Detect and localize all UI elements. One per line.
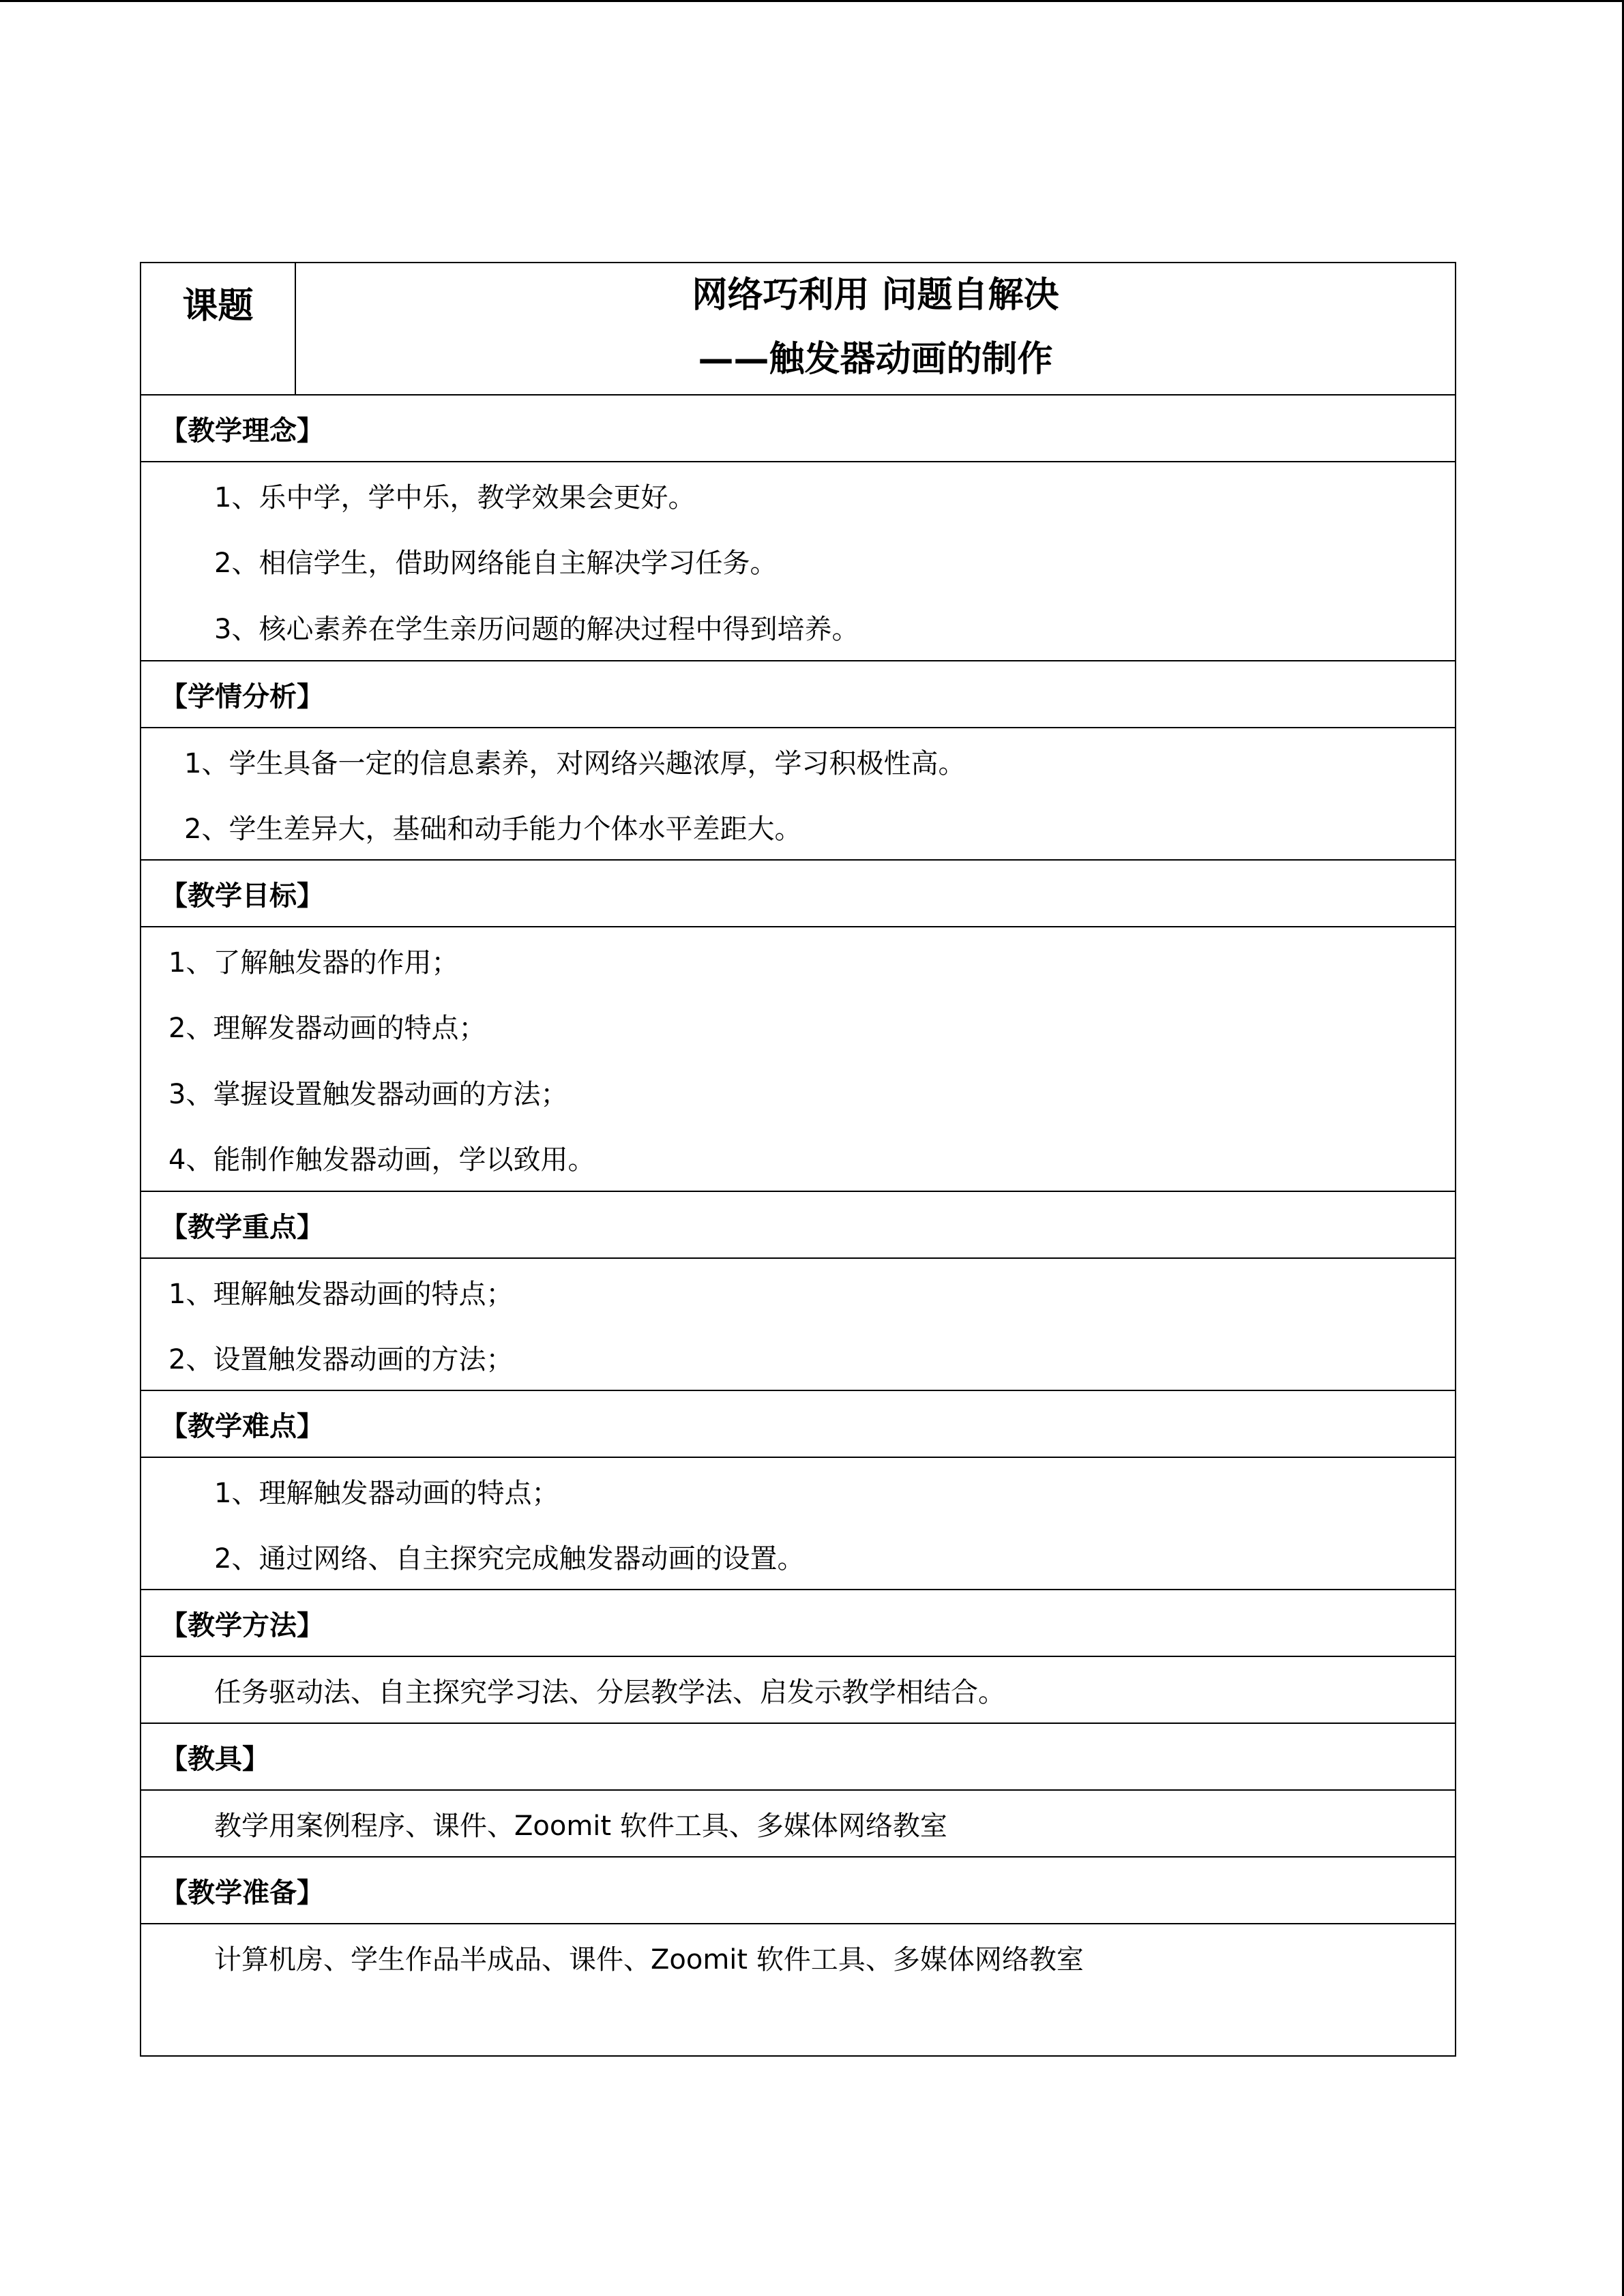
list-item: 教学用案例程序、课件、Zoomit 软件工具、多媒体网络教室 — [214, 1810, 947, 1842]
list-item: 2、设置触发器动画的方法； — [168, 1344, 514, 1376]
section-body-teaching-preparation — [141, 1924, 1455, 2055]
title-label: 课题 — [141, 263, 296, 394]
list-item: 计算机房、学生作品半成品、课件、Zoomit 软件工具、多媒体网络教室 — [214, 1943, 1084, 1976]
list-item: 任务驱动法、自主探究学习法、分层教学法、启发示教学相结合。 — [214, 1676, 1005, 1708]
list-item: 2、通过网络、自主探究完成触发器动画的设置。 — [214, 1543, 805, 1575]
list-item: 3、掌握设置触发器动画的方法； — [168, 1078, 568, 1110]
list-item: 1、乐中学，学中乐，教学效果会更好。 — [214, 481, 696, 513]
section-header-teaching-difficulties: 【教学难点】 — [141, 1391, 1455, 1458]
section-header-teaching-aids: 【教具】 — [141, 1724, 1455, 1791]
title-line-2: ——触发器动画的制作 — [698, 339, 1053, 380]
list-item: 2、学生差异大，基础和动手能力个体水平差距大。 — [184, 814, 802, 846]
list-item: 1、理解触发器动画的特点； — [168, 1278, 514, 1310]
list-item: 3、核心素养在学生亲历问题的解决过程中得到培养。 — [214, 613, 859, 645]
section-body-teaching-aids — [141, 1791, 1455, 1858]
section-header-teaching-objectives: 【教学目标】 — [141, 861, 1455, 927]
list-item: 1、学生具备一定的信息素养，对网络兴趣浓厚，学习积极性高。 — [184, 747, 966, 779]
section-body-teaching-focus — [141, 1259, 1455, 1391]
section-body-teaching-methods — [141, 1657, 1455, 1724]
page-border-top — [0, 0, 1624, 2]
section-body-teaching-philosophy — [141, 462, 1455, 661]
section-header-teaching-focus: 【教学重点】 — [141, 1192, 1455, 1259]
list-item: 4、能制作触发器动画，学以致用。 — [168, 1144, 595, 1176]
list-item: 2、相信学生，借助网络能自主解决学习任务。 — [214, 548, 778, 580]
section-body-teaching-objectives — [141, 927, 1455, 1192]
title-line-1: 网络巧利用 问题自解决 — [692, 275, 1059, 316]
list-item: 1、了解触发器的作用； — [168, 946, 459, 979]
title-row — [141, 263, 1455, 396]
section-header-teaching-preparation: 【教学准备】 — [141, 1858, 1455, 1924]
list-item: 2、理解发器动画的特点； — [168, 1013, 486, 1045]
section-body-student-analysis — [141, 728, 1455, 861]
section-header-teaching-methods: 【教学方法】 — [141, 1590, 1455, 1657]
section-body-teaching-difficulties — [141, 1458, 1455, 1590]
section-header-teaching-philosophy: 【教学理念】 — [141, 396, 1455, 462]
list-item: 1、理解触发器动画的特点； — [214, 1477, 559, 1509]
title-main — [296, 250, 1455, 394]
section-header-student-analysis: 【学情分析】 — [141, 661, 1455, 728]
lesson-plan-table — [140, 262, 1456, 2057]
